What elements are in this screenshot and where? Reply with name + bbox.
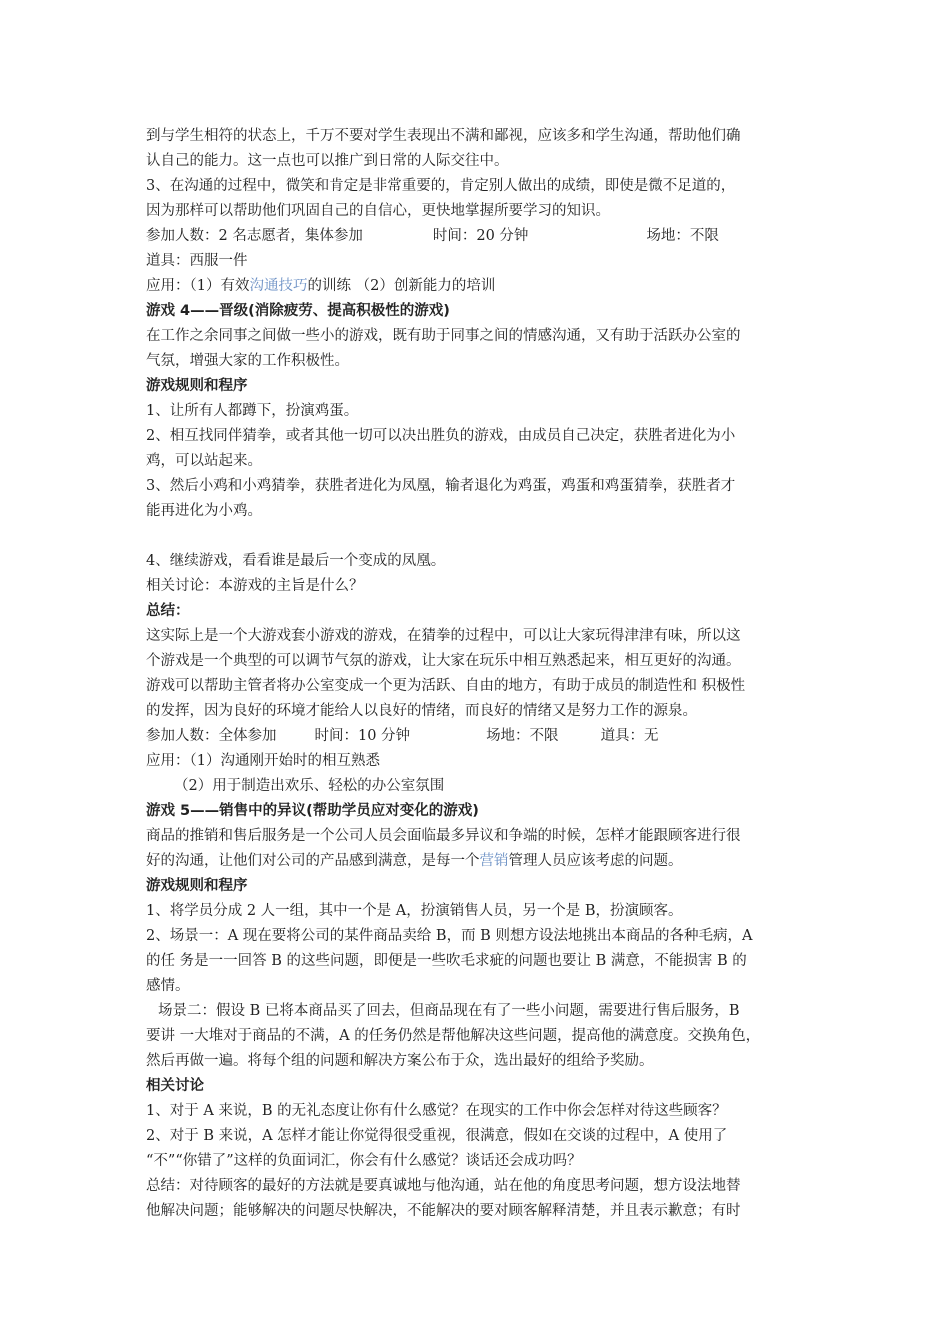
communication-skills-link[interactable]: 沟通技巧 [249, 278, 308, 294]
rules-heading: 游戏规则和程序 [146, 878, 248, 894]
props-line: 道具：西服一件 [146, 253, 248, 269]
game4-title: 游戏 4——晋级(消除疲劳、提高积极性的游戏) [146, 303, 450, 319]
meta-line [146, 724, 826, 749]
text-line: 这实际上是一个大游戏套小游戏的游戏，在猜拳的过程中，可以让大家玩得津津有味，所以这 [146, 628, 741, 644]
discussion-line: 相关讨论：本游戏的主旨是什么？ [146, 578, 364, 594]
application-line: 应用：（1）有效沟通技巧的训练 （2）创新能力的培训 [146, 278, 496, 294]
summary-heading: 总结： [146, 603, 190, 619]
text-line: 游戏可以帮助主管者将办公室变成一个更为活跃、自由的地方，有助于成员的制造性和 积极性 [146, 678, 746, 694]
text-line: 3、在沟通的过程中，微笑和肯定是非常重要的，肯定别人做出的成绩，即使是微不足道的， [146, 178, 736, 194]
discussion-heading: 相关讨论 [146, 1078, 204, 1094]
text-line: 商品的推销和售后服务是一个公司人员会面临最多异议和争端的时候，怎样才能跟顾客进行很 [146, 828, 741, 844]
participants: 参加人数：全体参加 [146, 728, 277, 744]
game5-title: 游戏 5——销售中的异议(帮助学员应对变化的游戏) [146, 803, 479, 819]
rules-heading: 游戏规则和程序 [146, 378, 248, 394]
rule-item: 然后再做一遍。将每个组的问题和解决方案公布于众，选出最好的组给予奖励。 [146, 1053, 654, 1069]
rule-item: 2、相互找同伴猜拳，或者其他一切可以决出胜负的游戏，由成员自己决定，获胜者进化为小 [146, 428, 736, 444]
rule-item: 鸡，可以站起来。 [146, 453, 262, 469]
summary-line: 他解决问题；能够解决的问题尽快解决，不能解决的要对顾客解释清楚，并且表示歉意；有时 [146, 1203, 741, 1219]
application-line: 应用：（1）沟通刚开始时的相互熟悉 [146, 753, 380, 769]
discussion-item: “不”“你错了”这样的负面词汇，你会有什么感觉？谈话还会成功吗？ [146, 1153, 582, 1169]
props: 道具：无 [600, 728, 659, 744]
text-line: 认自己的能力。这一点也可以推广到日常的人际交往中。 [146, 153, 509, 169]
rule-item: 4、继续游戏，看看谁是最后一个变成的凤凰。 [146, 553, 446, 569]
text-line: 因为那样可以帮助他们巩固自己的自信心，更快地掌握所要学习的知识。 [146, 203, 610, 219]
rule-item: 3、然后小鸡和小鸡猜拳，获胜者进化为凤凰，输者退化为鸡蛋，鸡蛋和鸡蛋猜拳，获胜者才 [146, 478, 736, 494]
venue: 场地：不限 [646, 228, 719, 244]
rule-item: 1、让所有人都蹲下，扮演鸡蛋。 [146, 403, 359, 419]
text-line: 的发挥，因为良好的环境才能给人以良好的情绪，而良好的情绪又是努力工作的源泉。 [146, 703, 697, 719]
rule-item: 1、将学员分成 2 人一组，其中一个是 A，扮演销售人员，另一个是 B，扮演顾客。 [146, 903, 683, 919]
rule-item: 感情。 [146, 978, 190, 994]
marketing-link[interactable]: 营销 [479, 853, 509, 869]
participants: 参加人数：2 名志愿者，集体参加 [146, 228, 363, 244]
application-line: （2）用于制造出欢乐、轻松的办公室氛围 [174, 778, 445, 794]
meta-line [146, 224, 826, 249]
rule-item: 能再进化为小鸡。 [146, 503, 262, 519]
summary-line: 总结：对待顾客的最好的方法就是要真诚地与他沟通，站在他的角度思考问题，想方设法地替 [146, 1178, 741, 1194]
rule-item: 的任 务是一一回答 B 的这些问题，即便是一些吹毛求疵的问题也要让 B 满意，不能损害 B 的 [146, 953, 747, 969]
text-line: 气氛，增强大家的工作积极性。 [146, 353, 349, 369]
discussion-item: 2、对于 B 来说，A 怎样才能让你觉得很受重视，很满意，假如在交谈的过程中，A 使用了 [146, 1128, 728, 1144]
venue: 场地：不限 [486, 728, 559, 744]
blank-line [146, 524, 826, 549]
document-page [146, 124, 826, 1224]
text-line: 个游戏是一个典型的可以调节气氛的游戏，让大家在玩乐中相互熟悉起来，相互更好的沟通。 [146, 653, 741, 669]
duration: 时间：10 分钟 [314, 728, 411, 744]
duration: 时间：20 分钟 [432, 228, 529, 244]
rule-item: 场景二：假设 B 已将本商品买了回去，但商品现在有了一些小问题，需要进行售后服务，B [158, 1003, 740, 1019]
discussion-item: 1、对于 A 来说，B 的无礼态度让你有什么感觉？在现实的工作中你会怎样对待这些顾客？ [146, 1103, 727, 1119]
rule-item: 要讲 一大堆对于商品的不满，A 的任务仍然是帮他解决这些问题，提高他的满意度。交换角色， [146, 1028, 761, 1044]
rule-item: 2、场景一：A 现在要将公司的某件商品卖给 B，而 B 则想方设法地挑出本商品的各种毛病，A [146, 928, 753, 944]
text-line: 到与学生相符的状态上，千万不要对学生表现出不满和鄙视，应该多和学生沟通，帮助他们确 [146, 128, 741, 144]
text-line: 在工作之余同事之间做一些小的游戏，既有助于同事之间的情感沟通，又有助于活跃办公室的 [146, 328, 741, 344]
text-line: 好的沟通，让他们对公司的产品感到满意，是每一个营销管理人员应该考虑的问题。 [146, 853, 683, 869]
